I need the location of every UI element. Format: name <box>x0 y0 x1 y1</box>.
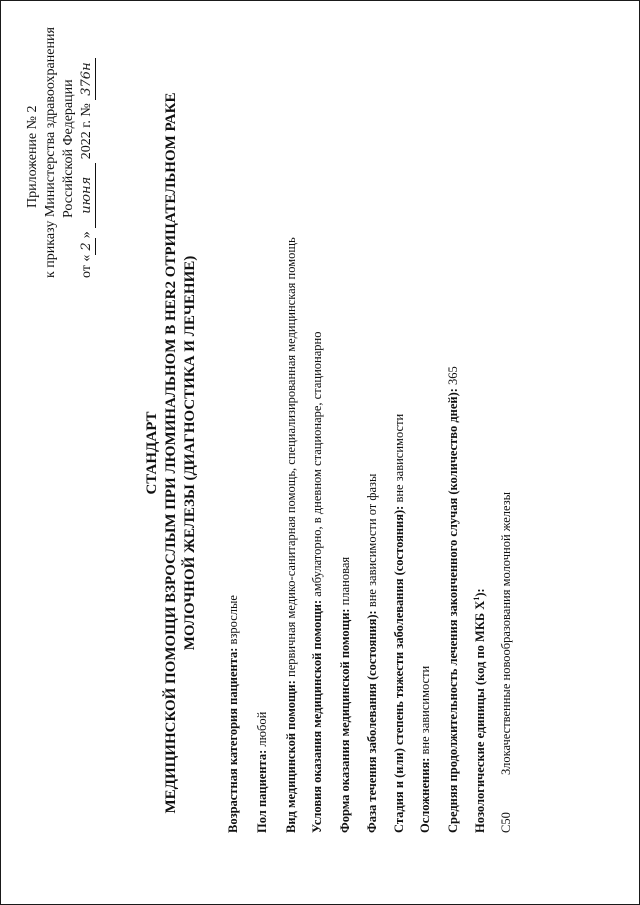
field-conditions <box>310 332 325 833</box>
field-care-type-value: первичная медико-санитарная помощь, специализированная медицинская помощь <box>284 237 298 681</box>
field-duration-value: 365 <box>446 366 460 389</box>
field-age-label: Возрастная категория пациента: <box>226 647 240 833</box>
field-stage-value: вне зависимости <box>392 413 406 506</box>
field-form-value: плановая <box>338 556 352 609</box>
field-form-label: Форма оказания медицинской помощи: <box>338 608 352 833</box>
nosology-label-end: ): <box>473 588 488 597</box>
field-complications-label: Осложнения: <box>418 757 432 833</box>
document-sheet <box>5 8 633 898</box>
title-text-2: МОЛОЧНОЙ ЖЕЛЕЗЫ (ДИАГНОСТИКА И ЛЕЧЕНИЕ) <box>182 255 198 651</box>
title-heading <box>143 8 162 898</box>
nosology-code: C50 <box>499 812 513 833</box>
appendix-number: Приложение № 2 <box>25 105 40 208</box>
title-line-2 <box>181 8 200 898</box>
title-text-1: МЕДИЦИНСКОЙ ПОМОЩИ ВЗРОСЛЫМ ПРИ ЛЮМИНАЛЬНОМ В HER2 ОТРИЦАТЕЛЬНОМ РАКЕ <box>163 92 179 814</box>
nosology-label: Нозологические единицы (код по МКБ X <box>473 600 488 833</box>
appendix-federation: Российской Федерации <box>61 79 76 218</box>
field-phase-value: вне зависимости от фазы <box>365 473 379 611</box>
appendix-federation-line <box>61 79 77 218</box>
date-day: 2 <box>79 238 96 254</box>
field-complications <box>418 666 433 833</box>
field-form <box>338 557 353 833</box>
field-duration-label: Средняя продолжительность лечения законченного случая (количество дней): <box>446 388 460 833</box>
appendix-order-line <box>43 27 59 278</box>
nosology-row <box>499 492 514 833</box>
field-phase <box>365 474 380 833</box>
appendix-block <box>25 106 41 209</box>
field-nosology <box>472 588 488 833</box>
field-sex-label: Пол пациента: <box>255 749 269 833</box>
field-care-type-label: Вид медицинской помощи: <box>284 680 298 833</box>
field-duration <box>446 366 461 833</box>
date-prefix: от « <box>79 254 94 278</box>
date-year: 2022 г. № <box>79 103 94 160</box>
field-phase-label: Фаза течения заболевания (состояния): <box>365 610 379 833</box>
title-standard: СТАНДАРТ <box>144 411 160 495</box>
date-mid: » <box>79 231 94 239</box>
field-stage <box>392 414 407 833</box>
field-age-value: взрослые <box>226 595 240 648</box>
field-conditions-value: амбулаторно, в дневном стационаре, стационарно <box>310 331 324 600</box>
field-stage-label: Стадия и (или) степень тяжести заболевания (состояния): <box>392 505 406 833</box>
field-sex-value: любой <box>255 711 269 750</box>
nosology-footnote-mark: 1 <box>472 596 481 601</box>
appendix-date-line <box>79 58 96 278</box>
field-age <box>226 595 241 833</box>
field-care-type <box>284 237 299 833</box>
field-conditions-label: Условия оказания медицинской помощи: <box>310 599 324 833</box>
field-sex <box>255 712 270 833</box>
title-line-1 <box>162 8 181 898</box>
order-number: 376н <box>79 58 96 99</box>
field-complications-value: вне зависимости <box>418 665 432 758</box>
nosology-description: Злокачественные новообразования молочной железы <box>499 491 513 775</box>
date-month: июня <box>79 163 96 228</box>
appendix-ministry: к приказу Министерства здравоохранения <box>43 27 58 278</box>
